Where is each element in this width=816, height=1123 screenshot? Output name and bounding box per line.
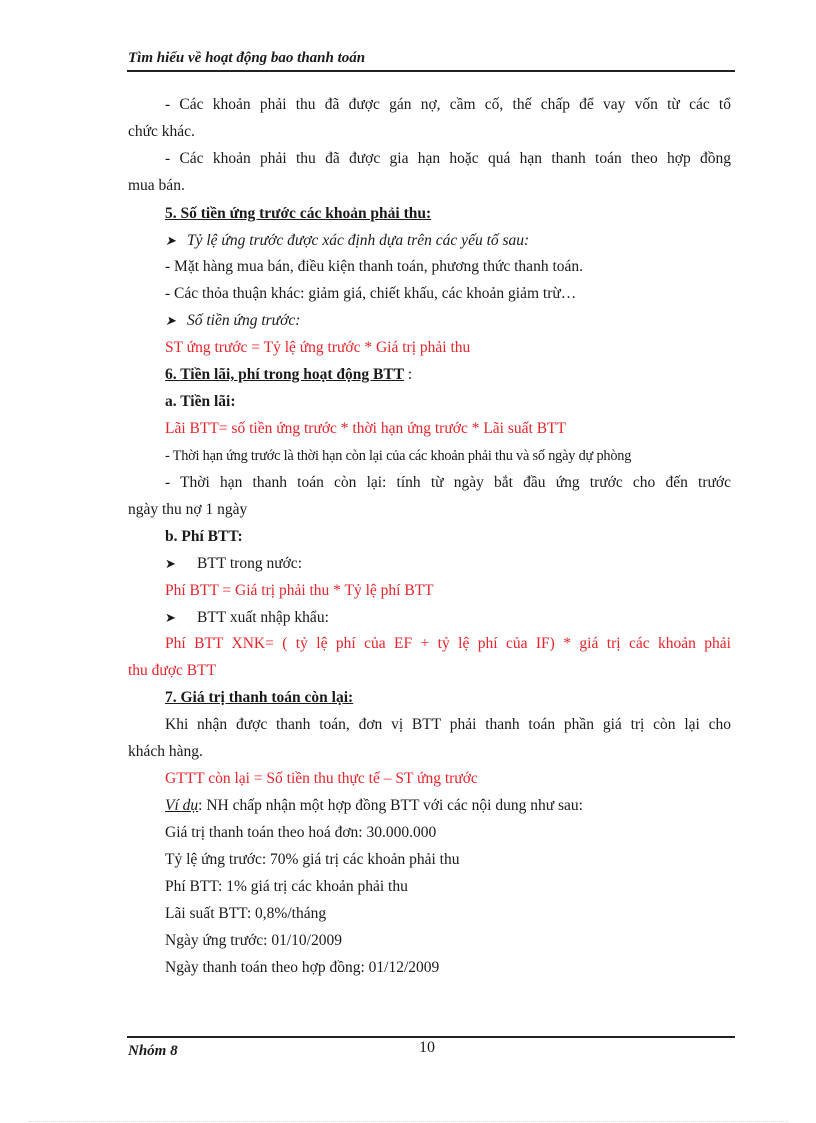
section-heading: 7. Giá trị thanh toán còn lại: <box>165 689 354 706</box>
section-heading-suffix: : <box>404 366 413 383</box>
bullet-text: Tỷ lệ ứng trước được xác định dựa trên các yếu tố sau: <box>187 232 530 249</box>
bullet-line <box>165 311 731 331</box>
arrow-bullet-icon: ➤ <box>165 556 176 571</box>
example-detail: Tỷ lệ ứng trước: 70% giá trị các khoản phải thu <box>165 851 460 868</box>
section-heading <box>165 365 731 385</box>
bullet-text: Số tiền ứng trước: <box>187 312 301 329</box>
example-detail: Ngày ứng trước: 01/10/2009 <box>165 932 342 949</box>
example-detail: Phí BTT: 1% giá trị các khoản phải thu <box>165 878 408 895</box>
footer-group-name: Nhóm 8 <box>128 1043 178 1059</box>
example-line <box>165 796 731 816</box>
bullet-line <box>165 608 731 628</box>
bullet-text: BTT xuất nhập khẩu: <box>197 609 329 626</box>
paragraph-line: mua bán. <box>128 177 185 194</box>
subheading: b. Phí BTT: <box>165 528 243 545</box>
paragraph-line: khách hàng. <box>128 743 203 760</box>
example-detail: Lãi suất BTT: 0,8%/tháng <box>165 905 327 922</box>
page-number: 10 <box>419 1039 435 1056</box>
paragraph-line: - Các thỏa thuận khác: giảm giá, chiết khấu, các khoản giảm trừ… <box>165 285 577 302</box>
page-edge <box>28 1121 788 1122</box>
formula-line: Lãi BTT= số tiền ứng trước * thời hạn ứng trước * Lãi suất BTT <box>165 420 566 437</box>
formula-line: thu được BTT <box>128 662 217 679</box>
formula-line: Phí BTT XNK= ( tỷ lệ phí của EF + tỷ lệ phí của IF) * giá trị các khoản phải <box>165 635 731 652</box>
example-detail: Giá trị thanh toán theo hoá đơn: 30.000.000 <box>165 824 437 841</box>
paragraph-line: Khi nhận được thanh toán, đơn vị BTT phải thanh toán phần giá trị còn lại cho <box>165 716 731 733</box>
bullet-text: BTT trong nước: <box>197 555 302 572</box>
paragraph-line: - Mặt hàng mua bán, điều kiện thanh toán, phương thức thanh toán. <box>165 258 584 275</box>
header-divider <box>127 70 735 72</box>
paragraph-line: - Các khoản phải thu đã được gán nợ, cầm cố, thế chấp để vay vốn từ các tổ <box>165 96 731 113</box>
example-label: Ví dụ <box>165 797 199 814</box>
arrow-bullet-icon: ➤ <box>165 313 176 328</box>
paragraph-line: - Thời hạn ứng trước là thời hạn còn lại của các khoản phải thu và số ngày dự phòng <box>165 448 632 464</box>
formula-line: GTTT còn lại = Số tiền thu thực tế – ST ứng trước <box>165 770 478 787</box>
paragraph-line: chức khác. <box>128 123 195 140</box>
paragraph-line: - Các khoản phải thu đã được gia hạn hoặc quá hạn thanh toán theo hợp đồng <box>165 150 731 167</box>
paragraph-line: ngày thu nợ 1 ngày <box>128 501 248 518</box>
header-title: Tìm hiểu về hoạt động bao thanh toán <box>128 50 366 66</box>
footer-divider <box>127 1036 735 1038</box>
section-heading-text: 6. Tiền lãi, phí trong hoạt động BTT <box>165 366 405 383</box>
section-heading: 5. Số tiền ứng trước các khoản phải thu: <box>165 205 432 222</box>
formula-line: Phí BTT = Giá trị phải thu * Tỷ lệ phí BTT <box>165 582 434 599</box>
arrow-bullet-icon: ➤ <box>165 610 176 625</box>
subheading: a. Tiền lãi: <box>165 393 236 410</box>
arrow-bullet-icon: ➤ <box>165 233 176 248</box>
bullet-line <box>165 554 731 574</box>
example-text: : NH chấp nhận một hợp đồng BTT với các nội dung như sau: <box>198 797 583 814</box>
bullet-line <box>165 231 731 251</box>
example-detail: Ngày thanh toán theo hợp đồng: 01/12/2009 <box>165 959 440 976</box>
formula-line: ST ứng trước = Tỷ lệ ứng trước * Giá trị phải thu <box>165 339 471 356</box>
paragraph-line: - Thời hạn thanh toán còn lại: tính từ ngày bắt đầu ứng trước cho đến trước <box>165 474 731 491</box>
